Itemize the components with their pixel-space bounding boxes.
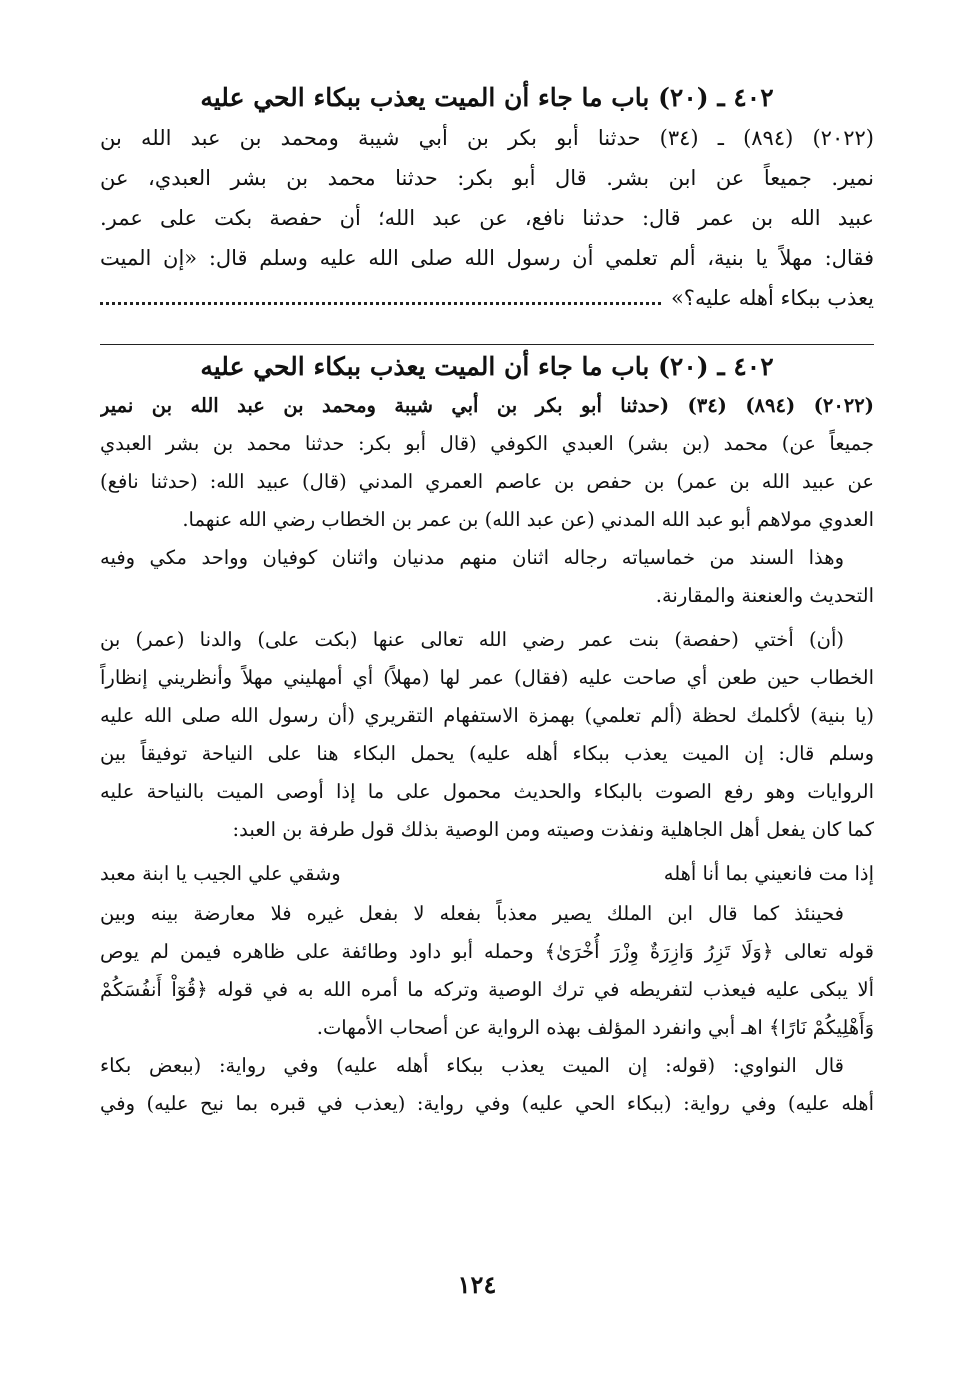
after-poem-line: وَأَهْلِيكُمْ نَارًا﴾ اهـ أبي وانفرد المؤلف بهذه الرواية عن أصحاب الأمهات. [316,1016,874,1039]
after-poem-line: قوله تعالى ﴿وَلَا تَزِرُ وَازِرَةٌ وِزْرَ أُخْرَىٰ﴾ وحمله أبو داود وطائفة على ظاهره فيمن لم يوص [100,940,874,963]
nawawi-line: أهله عليه) وفي رواية: (ببكاء الحي عليه) وفي رواية: (يعذب في قبره بما نيح عليه) وفي [100,1092,874,1115]
hadith-line: نمير. جميعاً عن ابن بشر. قال أبو بكر: حدثنا محمد بن بشر العبدي، عن [100,166,874,190]
explanation-line: كما كان يفعل أهل الجاهلية ونفذت وصيته ومن الوصية بذلك قول طرفة بن العبد: [232,818,874,841]
explanation-line: (يا بنية) لأكلمك لحظة (ألم تعلمي) بهمزة الاستفهام التقريري (أن رسول الله صلى الله عليه [100,704,874,727]
isnad-note-line: التحديث والعنعنة والمقارنة. [655,584,874,607]
hadith-text [100,118,874,318]
poem-hemistich-1: إذا مت فانعيني بما أنا أهله [663,862,874,885]
section-divider [100,344,874,345]
hadith-line: عبيد الله بن عمر قال: حدثنا نافع، عن عبد الله؛ أن حفصة بكت على عمر. [100,206,874,230]
sanad-line: العدوي مولاهم أبو عبد الله المدني (عن عبد الله) بن عمر بن الخطاب رضي الله عنهما. [182,508,874,531]
explanation-line: وسلم قال: إن الميت يعذب ببكاء أهله عليه) يحمل البكاء هنا على النياحة توفيقاً بين [100,742,874,765]
sanad-line: جميعاً عن) محمد (بن بشر) العبدي الكوفي (قال أبو بكر: حدثنا محمد بن بشر العبدي [100,432,874,455]
hadith-line: (٢٠٢٢) (٨٩٤) ـ (٣٤) حدثنا أبو بكر بن أبي شيبة ومحمد بن عبد الله بن [100,126,874,150]
after-poem-line: ألا يبكى عليه فيعذب لتفريطه في ترك الوصية وتركه ما أمره الله به في قوله ﴿قُوٓاْ أَنفُسَكُمْ [100,978,874,1001]
isnad-note-line: وهذا السند من خماسياته رجاله اثنان منهم مدنيان واثنان كوفيان وواحد مكي وفيه [100,546,844,569]
page-number: ١٢٤ [457,1270,497,1299]
explanation-line: الخطاب حين طعن أي صاحت عليه (فقال) عمر لها (مهلاً) أي أمهليني مهلاً وأنظريني إنظاراً [100,666,874,689]
hadith-last-line [100,278,874,318]
hadith-line: فقال: مهلاً يا بنية، ألم تعلمي أن رسول الله صلى الله عليه وسلم قال: «إن الميت [100,246,874,270]
dotted-leader [100,302,661,305]
poem-hemistich-2: وشقي علي الجيب يا ابنة معبد [100,862,341,885]
sanad-line: (٢٠٢٢) (٨٩٤) (٣٤) (حدثنا أبو بكر بن أبي شيبة ومحمد بن عبد الله بن نمير [100,394,874,417]
explanation-line: الروايات وهو رفع الصوت بالبكاء والحديث محمول على ما إذا أوصى الميت بالنياحة عليه [100,780,874,803]
poem-verse [100,853,874,895]
nawawi-line: قال النواوي: (قوله: إن الميت يعذب ببكاء أهله عليه) وفي رواية: (ببعض بكاء [100,1054,844,1077]
commentary-text [100,387,874,1123]
commentary-heading: ٤٠٢ ـ (٢٠) باب ما جاء أن الميت يعذب ببكاء الحي عليه [200,352,774,381]
after-poem-line: فحينئذ كما قال ابن الملك يصير معذباً بفعله لا بفعل غيره فلا معارضة بينه وبين [100,902,844,925]
explanation-line: (أن) أختي (حفصة) بنت عمر رضي الله تعالى عنها (بكت على) والدنا (عمر) بن [100,628,844,651]
chapter-heading: ٤٠٢ ـ (٢٠) باب ما جاء أن الميت يعذب ببكاء الحي عليه [200,83,774,112]
sanad-line: عن عبيد الله بن عمر) بن حفص بن عاصم العمري المدني (قال) عبيد الله: (حدثنا نافع) [100,470,874,493]
hadith-line: يعذب ببكاء أهله عليه؟» [670,286,874,310]
